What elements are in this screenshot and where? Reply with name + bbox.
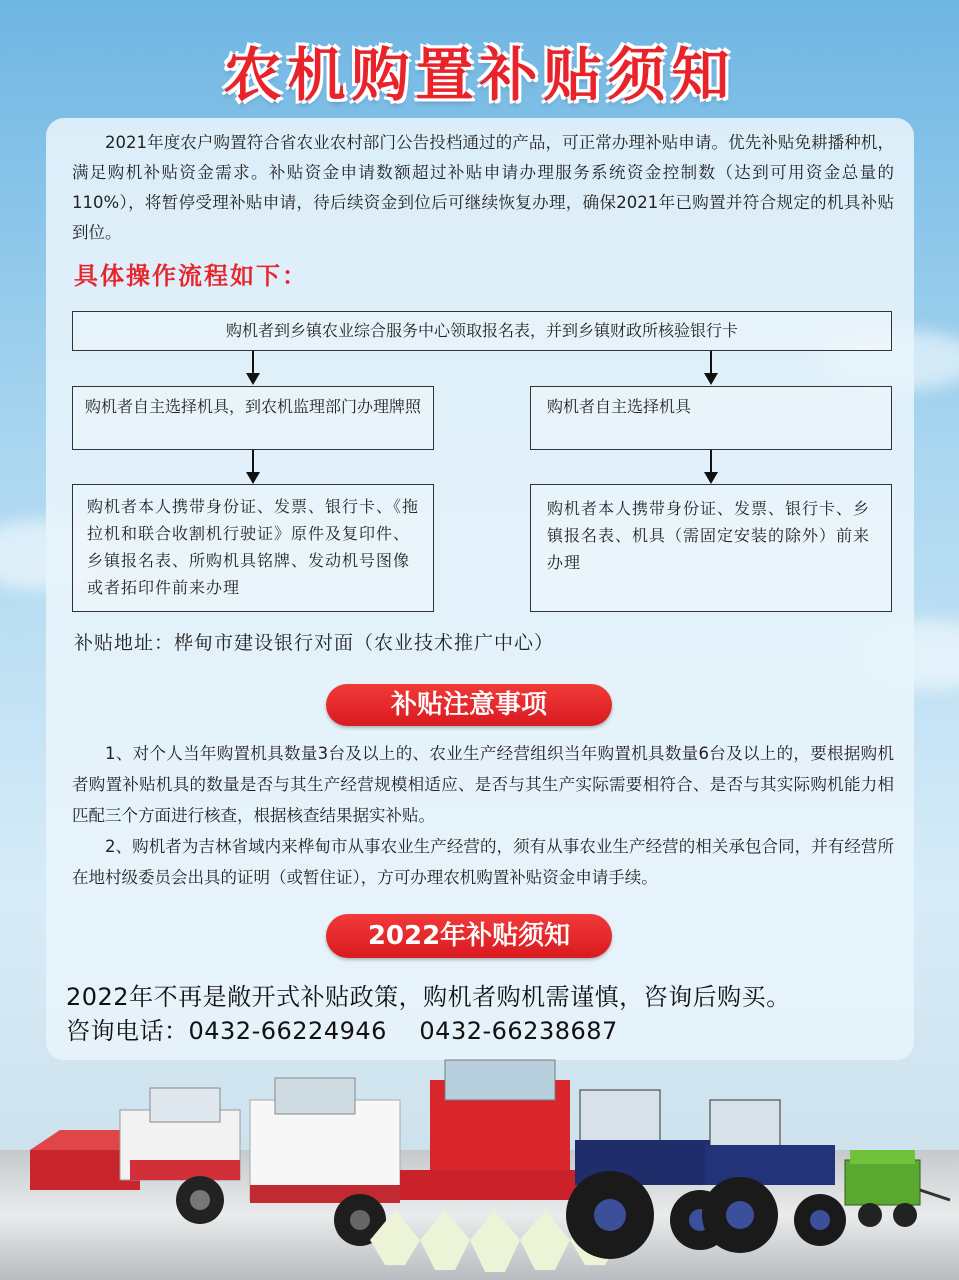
intro-paragraph: 2021年度农户购置符合省农业农村部门公告投档通过的产品，可正常办理补贴申请。优先补贴免耕播种机，满足购机补贴资金需求。补贴资金申请数额超过补贴申请办理服务系统资金控制数（达到可用资金总量的110%），将暂停受理补贴申请，待后续资金到位后可继续恢复办理，确保2021年已购置并符合规定的机具补贴到位。 [72, 133, 894, 242]
arrow-down-icon [246, 373, 260, 385]
note-item: 2、购机者为吉林省域内来桦甸市从事农业生产经营的，须有从事农业生产经营的相关承包合同，并有经营所在地村级委员会出具的证明（或暂住证），方可办理农机购置补贴资金申请手续。 [72, 837, 894, 887]
process-heading: 具体操作流程如下： [74, 262, 308, 290]
final-notice [66, 980, 926, 1048]
notes-list [72, 738, 894, 893]
flow-left-step2: 购机者本人携带身份证、发票、银行卡、《拖拉机和联合收割机行驶证》原件及复印件、乡镇报名表、所购机具铭牌、发动机号图像或者拓印件前来办理 [72, 484, 434, 612]
arrow-down-icon [710, 351, 712, 375]
arrow-down-icon [252, 351, 254, 375]
flow-step-top: 购机者到乡镇农业综合服务中心领取报名表，并到乡镇财政所核验银行卡 [72, 311, 892, 351]
final-line-phone: 咨询电话：0432-66224946 0432-66238687 [66, 1017, 618, 1045]
tractor-image [702, 1100, 846, 1253]
flow-right-step2: 购机者本人携带身份证、发票、银行卡、乡镇报名表、机具（需固定安装的除外）前来办理 [530, 484, 892, 612]
final-line-policy: 2022年不再是敞开式补贴政策，购机者购机需谨慎，咨询后购买。 [66, 983, 791, 1011]
notice-title-badge: 补贴注意事项 [326, 684, 612, 726]
baler-image [845, 1150, 950, 1227]
flow-right-step1: 购机者自主选择机具 [530, 386, 892, 450]
notice2022-title-badge: 2022年补贴须知 [326, 914, 612, 958]
harvester-image [30, 1088, 240, 1224]
subsidy-address: 补贴地址：桦甸市建设银行对面（农业技术推广中心） [74, 632, 555, 654]
arrow-down-icon [252, 450, 254, 474]
flow-left-step1: 购机者自主选择机具，到农机监理部门办理牌照 [72, 386, 434, 450]
arrow-down-icon [246, 472, 260, 484]
page-title: 农机购置补贴须知 [223, 41, 736, 109]
arrow-down-icon [704, 472, 718, 484]
arrow-down-icon [710, 450, 712, 474]
harvester-image [250, 1078, 400, 1246]
note-item: 1、对个人当年购置机具数量3台及以上的、农业生产经营组织当年购置机具数量6台及以上的，要根据购机者购置补贴机具的数量是否与其生产经营规模相适应、是否与其生产实际需要相符合、是否与其实际购机能力相匹配三个方面进行核查，根据核查结果据实补贴。 [72, 744, 894, 825]
arrow-down-icon [704, 373, 718, 385]
farm-machinery-illustration [0, 1050, 959, 1280]
